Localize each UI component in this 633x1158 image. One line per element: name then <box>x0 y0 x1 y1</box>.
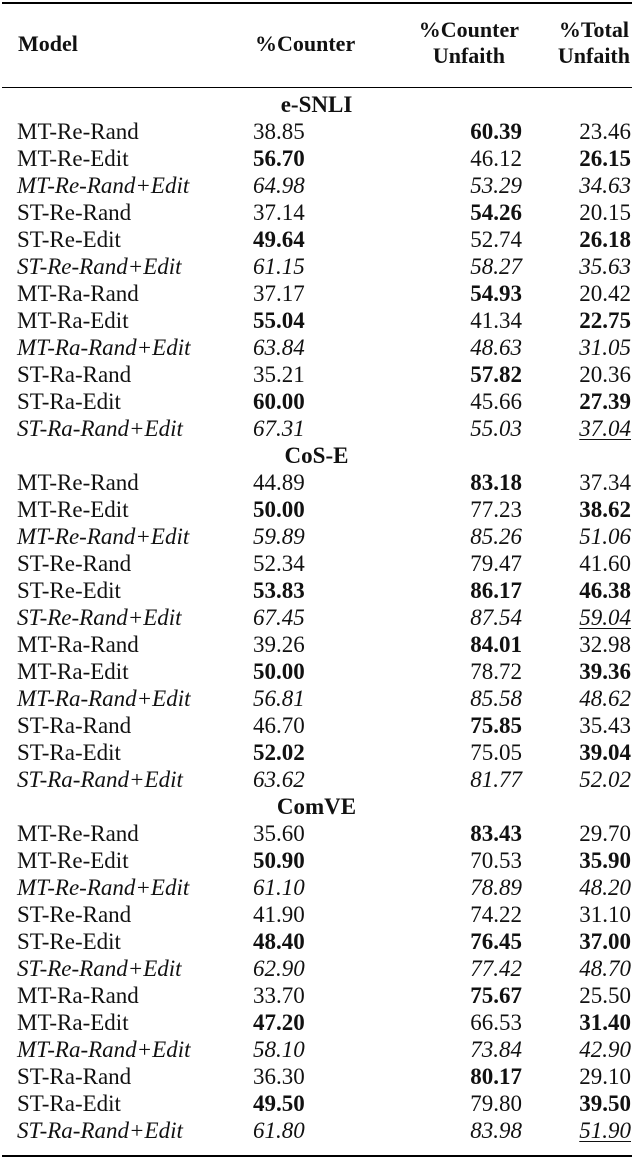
counter-unfaith-cell: 87.54 <box>470 605 522 630</box>
table-row <box>0 334 633 361</box>
counter-cell: 61.10 <box>253 875 305 900</box>
header-rule <box>2 87 632 88</box>
model-cell: ST-Ra-Rand+Edit <box>17 1118 183 1143</box>
table-row <box>0 145 633 172</box>
counter-cell: 63.84 <box>253 335 305 360</box>
counter-unfaith-cell: 75.05 <box>470 740 522 765</box>
counter-unfaith-cell: 45.66 <box>470 389 522 414</box>
counter-cell: 67.45 <box>253 605 305 630</box>
model-cell: ST-Re-Edit <box>17 929 121 954</box>
counter-unfaith-cell: 58.27 <box>470 254 522 279</box>
total-unfaith-cell: 20.42 <box>579 281 631 306</box>
model-cell: MT-Ra-Rand <box>17 281 139 306</box>
table-row <box>0 415 633 442</box>
table-row <box>0 523 633 550</box>
table-row <box>0 658 633 685</box>
section-heading: e-SNLI <box>280 92 353 117</box>
model-cell: ST-Re-Rand <box>17 902 132 927</box>
table-row <box>0 280 633 307</box>
section-heading: CoS-E <box>284 443 349 468</box>
counter-cell: 52.34 <box>253 551 305 576</box>
counter-unfaith-cell: 73.84 <box>470 1037 522 1062</box>
total-unfaith-cell: 35.90 <box>579 848 631 873</box>
header-counter-unfaith <box>419 17 519 69</box>
total-unfaith-cell: 34.63 <box>579 173 631 198</box>
total-unfaith-cell: 39.36 <box>579 659 631 684</box>
total-unfaith-cell: 20.15 <box>579 200 631 225</box>
counter-unfaith-cell: 52.74 <box>470 227 522 252</box>
total-unfaith-cell: 26.15 <box>579 146 631 171</box>
counter-cell: 56.81 <box>253 686 305 711</box>
table-row <box>0 361 633 388</box>
model-cell: MT-Ra-Edit <box>17 1010 129 1035</box>
counter-cell: 48.40 <box>253 929 305 954</box>
model-cell: ST-Re-Rand <box>17 551 132 576</box>
table-row <box>0 874 633 901</box>
total-unfaith-cell: 32.98 <box>579 632 631 657</box>
counter-cell: 50.00 <box>253 659 305 684</box>
total-unfaith-cell: 22.75 <box>579 308 631 333</box>
counter-cell: 62.90 <box>253 956 305 981</box>
total-unfaith-cell: 46.38 <box>579 578 631 603</box>
counter-cell: 33.70 <box>253 983 305 1008</box>
table-row <box>0 847 633 874</box>
model-cell: ST-Re-Edit <box>17 227 121 252</box>
counter-cell: 58.10 <box>253 1037 305 1062</box>
model-cell: MT-Re-Edit <box>17 497 129 522</box>
counter-unfaith-cell: 83.43 <box>470 821 522 846</box>
total-unfaith-cell: 37.04 <box>579 416 631 441</box>
table-row <box>0 1036 633 1063</box>
counter-cell: 49.64 <box>253 227 305 252</box>
counter-cell: 67.31 <box>253 416 305 441</box>
total-unfaith-cell: 38.62 <box>579 497 631 522</box>
counter-cell: 59.89 <box>253 524 305 549</box>
counter-unfaith-cell: 76.45 <box>470 929 522 954</box>
header-total-unfaith-line2: Unfaith <box>557 43 630 68</box>
model-cell: ST-Ra-Rand <box>17 362 132 387</box>
table-row <box>0 1063 633 1090</box>
total-unfaith-cell: 42.90 <box>579 1037 631 1062</box>
counter-cell: 39.26 <box>253 632 305 657</box>
counter-unfaith-cell: 74.22 <box>470 902 522 927</box>
counter-unfaith-cell: 54.93 <box>470 281 522 306</box>
model-cell: MT-Ra-Rand+Edit <box>17 335 191 360</box>
total-unfaith-cell: 51.06 <box>579 524 631 549</box>
counter-cell: 44.89 <box>253 470 305 495</box>
total-unfaith-cell: 35.63 <box>579 254 631 279</box>
counter-cell: 52.02 <box>253 740 305 765</box>
table-row <box>0 199 633 226</box>
model-cell: ST-Re-Rand+Edit <box>17 605 182 630</box>
counter-unfaith-cell: 78.72 <box>470 659 522 684</box>
total-unfaith-cell: 48.20 <box>579 875 631 900</box>
model-cell: MT-Re-Rand <box>17 119 139 144</box>
table-row <box>0 955 633 982</box>
table-row <box>0 1009 633 1036</box>
counter-unfaith-cell: 41.34 <box>470 308 522 333</box>
header-model: Model <box>18 31 78 56</box>
table-row <box>0 712 633 739</box>
counter-unfaith-cell: 83.18 <box>470 470 522 495</box>
table-row <box>0 928 633 955</box>
table-row <box>0 1117 633 1144</box>
counter-cell: 50.90 <box>253 848 305 873</box>
counter-unfaith-cell: 83.98 <box>470 1118 522 1143</box>
table-row <box>0 469 633 496</box>
total-unfaith-cell: 31.05 <box>579 335 631 360</box>
model-cell: MT-Re-Rand+Edit <box>17 173 190 198</box>
counter-unfaith-cell: 77.42 <box>470 956 522 981</box>
model-cell: ST-Ra-Edit <box>17 1091 121 1116</box>
total-unfaith-cell: 26.18 <box>579 227 631 252</box>
counter-unfaith-cell: 55.03 <box>470 416 522 441</box>
counter-unfaith-cell: 70.53 <box>470 848 522 873</box>
model-cell: ST-Re-Edit <box>17 578 121 603</box>
counter-unfaith-cell: 85.26 <box>470 524 522 549</box>
model-cell: MT-Ra-Rand <box>17 983 139 1008</box>
table-row <box>0 118 633 145</box>
table-row <box>0 172 633 199</box>
table-row <box>0 766 633 793</box>
counter-cell: 56.70 <box>253 146 305 171</box>
counter-unfaith-cell: 60.39 <box>470 119 522 144</box>
header-counter: %Counter <box>255 31 356 56</box>
total-unfaith-cell: 48.62 <box>579 686 631 711</box>
counter-unfaith-cell: 53.29 <box>470 173 522 198</box>
counter-unfaith-cell: 54.26 <box>470 200 522 225</box>
header-counter-unfaith-line2: Unfaith <box>432 43 505 68</box>
model-cell: MT-Re-Edit <box>17 848 129 873</box>
counter-cell: 60.00 <box>253 389 305 414</box>
total-unfaith-cell: 31.10 <box>579 902 631 927</box>
table-row <box>0 1090 633 1117</box>
model-cell: MT-Ra-Rand <box>17 632 139 657</box>
counter-unfaith-cell: 48.63 <box>470 335 522 360</box>
total-unfaith-cell: 27.39 <box>579 389 631 414</box>
table-row <box>0 604 633 631</box>
counter-cell: 55.04 <box>253 308 305 333</box>
total-unfaith-cell: 39.04 <box>579 740 631 765</box>
model-cell: MT-Re-Rand+Edit <box>17 875 190 900</box>
table-row <box>0 631 633 658</box>
table-row <box>0 226 633 253</box>
counter-cell: 38.85 <box>253 119 305 144</box>
counter-unfaith-cell: 80.17 <box>470 1064 522 1089</box>
table-row <box>0 982 633 1009</box>
counter-unfaith-cell: 81.77 <box>470 767 522 792</box>
table-row <box>0 739 633 766</box>
model-cell: ST-Re-Rand+Edit <box>17 254 182 279</box>
counter-unfaith-cell: 77.23 <box>470 497 522 522</box>
total-unfaith-cell: 51.90 <box>579 1118 631 1143</box>
model-cell: ST-Ra-Rand <box>17 1064 132 1089</box>
counter-cell: 35.21 <box>253 362 305 387</box>
counter-unfaith-cell: 75.85 <box>470 713 522 738</box>
counter-unfaith-cell: 84.01 <box>470 632 522 657</box>
counter-unfaith-cell: 66.53 <box>470 1010 522 1035</box>
counter-cell: 50.00 <box>253 497 305 522</box>
table-row <box>0 550 633 577</box>
section-heading: ComVE <box>276 794 357 819</box>
total-unfaith-cell: 23.46 <box>579 119 631 144</box>
table-row <box>0 388 633 415</box>
bottom-rule <box>2 1155 632 1157</box>
counter-cell: 64.98 <box>253 173 305 198</box>
total-unfaith-cell: 20.36 <box>579 362 631 387</box>
model-cell: ST-Ra-Rand+Edit <box>17 416 183 441</box>
counter-cell: 37.17 <box>253 281 305 306</box>
total-unfaith-cell: 31.40 <box>579 1010 631 1035</box>
total-unfaith-cell: 39.50 <box>579 1091 631 1116</box>
model-cell: MT-Re-Rand <box>17 470 139 495</box>
table-row <box>0 307 633 334</box>
total-unfaith-cell: 52.02 <box>579 767 631 792</box>
total-unfaith-cell: 25.50 <box>579 983 631 1008</box>
table-row <box>0 253 633 280</box>
counter-unfaith-cell: 57.82 <box>470 362 522 387</box>
total-unfaith-cell: 37.34 <box>579 470 631 495</box>
table-row <box>0 820 633 847</box>
counter-cell: 53.83 <box>253 578 305 603</box>
total-unfaith-cell: 35.43 <box>579 713 631 738</box>
model-cell: ST-Ra-Edit <box>17 740 121 765</box>
table-row <box>0 685 633 712</box>
model-cell: ST-Ra-Rand+Edit <box>17 767 183 792</box>
total-unfaith-cell: 29.10 <box>579 1064 631 1089</box>
counter-cell: 61.15 <box>253 254 305 279</box>
counter-unfaith-cell: 78.89 <box>470 875 522 900</box>
total-unfaith-cell: 29.70 <box>579 821 631 846</box>
model-cell: MT-Re-Rand+Edit <box>17 524 190 549</box>
counter-cell: 36.30 <box>253 1064 305 1089</box>
counter-cell: 37.14 <box>253 200 305 225</box>
header-total-unfaith <box>558 17 630 69</box>
model-cell: MT-Re-Rand <box>17 821 139 846</box>
model-cell: MT-Ra-Edit <box>17 659 129 684</box>
counter-unfaith-cell: 86.17 <box>470 578 522 603</box>
counter-cell: 63.62 <box>253 767 305 792</box>
counter-unfaith-cell: 85.58 <box>470 686 522 711</box>
counter-cell: 46.70 <box>253 713 305 738</box>
counter-cell: 47.20 <box>253 1010 305 1035</box>
counter-cell: 41.90 <box>253 902 305 927</box>
table-row <box>0 901 633 928</box>
top-rule <box>2 2 632 4</box>
model-cell: MT-Re-Edit <box>17 146 129 171</box>
counter-cell: 49.50 <box>253 1091 305 1116</box>
counter-cell: 61.80 <box>253 1118 305 1143</box>
model-cell: MT-Ra-Rand+Edit <box>17 1037 191 1062</box>
table-body <box>0 91 633 1144</box>
table-row <box>0 496 633 523</box>
model-cell: ST-Re-Rand+Edit <box>17 956 182 981</box>
model-cell: MT-Ra-Edit <box>17 308 129 333</box>
model-cell: MT-Ra-Rand+Edit <box>17 686 191 711</box>
total-unfaith-cell: 48.70 <box>579 956 631 981</box>
header-counter-unfaith-line1: %Counter <box>418 17 519 42</box>
total-unfaith-cell: 41.60 <box>579 551 631 576</box>
counter-cell: 35.60 <box>253 821 305 846</box>
counter-unfaith-cell: 46.12 <box>470 146 522 171</box>
header-total-unfaith-line1: %Total <box>558 17 629 42</box>
model-cell: ST-Ra-Rand <box>17 713 132 738</box>
counter-unfaith-cell: 79.47 <box>470 551 522 576</box>
total-unfaith-cell: 59.04 <box>579 605 631 630</box>
model-cell: ST-Re-Rand <box>17 200 132 225</box>
counter-unfaith-cell: 79.80 <box>470 1091 522 1116</box>
table-row <box>0 577 633 604</box>
total-unfaith-cell: 37.00 <box>579 929 631 954</box>
counter-unfaith-cell: 75.67 <box>470 983 522 1008</box>
model-cell: ST-Ra-Edit <box>17 389 121 414</box>
